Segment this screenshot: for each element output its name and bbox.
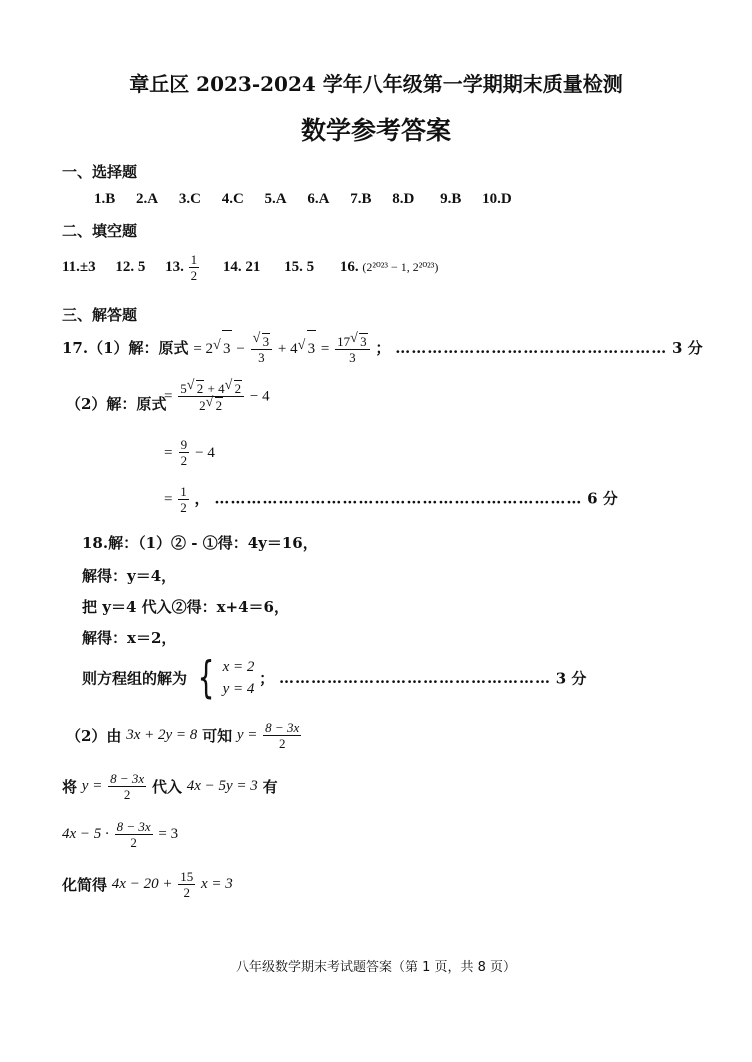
q18-line1: 18.解：（1）② - ①得：4y＝16， <box>82 534 318 552</box>
q18-sub-lhs: y = <box>81 778 103 794</box>
q18-p2-eq: 3x + 2y = 8 <box>126 727 198 743</box>
q18-sub-prefix: 将 <box>62 778 78 796</box>
answer-16-value: (2²⁰²³ − 1, 2²⁰²³) <box>362 260 439 274</box>
q17-2-step2-tail: − 4 <box>195 445 215 461</box>
q17-1-ans-den: 3 <box>349 350 356 365</box>
q18-eq-lhs: 4x − 5 · <box>62 826 109 842</box>
answer-1: 1.B <box>94 191 116 207</box>
answer-13-label: 13. <box>165 259 184 275</box>
page-title: 章丘区 2023-2024 学年八年级第一学期期末质量检测 <box>129 72 623 96</box>
q17-1-expr-b: + 4 <box>277 341 298 357</box>
q18-line4: 解得：x＝2， <box>82 629 177 647</box>
q17-1-answer-fraction <box>335 333 370 365</box>
q18-line5-score: 3 分 <box>555 669 587 688</box>
q18-eq-rhs: = 3 <box>158 826 179 842</box>
q18-sub-line <box>62 771 278 802</box>
q17-2-step3-num: 1 <box>180 484 187 499</box>
q17-1-expr-b-radical: √ 3 <box>307 330 317 367</box>
answer-7: 7.B <box>350 191 372 207</box>
equals-sign: = <box>164 388 173 405</box>
q18-p2-lhs: y = <box>236 727 258 743</box>
q17-2-num-a: 5 <box>180 381 187 396</box>
q18-p2-mid: 可知 <box>202 727 233 745</box>
answer-5: 5.A <box>264 191 287 207</box>
q18-line3: 把 y＝4 代入②得：x+4＝6， <box>82 598 289 616</box>
q17-2-den-radical: √ 2 <box>215 397 224 413</box>
answer-2: 2.A <box>136 191 159 207</box>
q17-1-frac-num-radical: √ 3 <box>262 333 271 349</box>
q17-2-step3 <box>164 484 618 515</box>
page-subtitle: 数学参考答案 <box>300 116 451 145</box>
fraction-denominator: 2 <box>190 268 198 284</box>
q17-1-ans-coef: 17 <box>337 334 351 349</box>
section-heading-fill: 二、填空题 <box>62 222 138 240</box>
q18-p2-prefix: （2）由 <box>66 727 122 745</box>
q18-line2: 解得：y＝4， <box>82 567 177 585</box>
q17-2-num-a-radical: √ 2 <box>196 380 205 396</box>
q17-1-expr-a: = 2 <box>193 341 214 357</box>
q18-part2-line <box>66 720 302 751</box>
q18-sys-2: y = 4 <box>222 681 255 697</box>
answer-13-fraction <box>189 252 200 283</box>
answer-12: 12. 5 <box>115 259 146 275</box>
fill-answers <box>62 250 438 284</box>
q17-2-num-b-radical: √ 2 <box>234 380 243 396</box>
q18-simp-num: 15 <box>180 869 194 884</box>
q17-1-prefix: 17.（1）解：原式 <box>62 339 189 357</box>
q17-2-den: 2 <box>199 398 206 413</box>
answer-10: 10.D <box>482 191 512 207</box>
q17-2-step2-den: 2 <box>180 453 188 468</box>
q18-eq-line <box>62 819 178 850</box>
section-heading-solve: 三、解答题 <box>62 306 138 324</box>
q18-sub-den: 2 <box>123 787 131 802</box>
page-footer: 八年级数学期末考试题答案（第 1 页，共 8 页） <box>235 960 517 975</box>
equals-sign: = <box>164 491 173 508</box>
answer-8: 8.D <box>392 191 415 207</box>
answer-15: 15. 5 <box>284 259 315 275</box>
q17-2-step2 <box>164 437 215 468</box>
q18-line5 <box>82 652 587 703</box>
q18-p2-fraction <box>263 720 301 751</box>
q18-sub-eq: 4x − 5y = 3 <box>186 778 258 794</box>
answer-14: 14. 21 <box>222 259 261 275</box>
q18-system <box>223 656 255 700</box>
q18-simp-fraction <box>178 869 195 900</box>
q18-sub-tail: 有 <box>262 778 278 796</box>
q17-2-score: 6 分 <box>587 489 618 508</box>
q17-1-fraction <box>251 333 273 365</box>
q17-2-step3-sep: ， <box>194 489 210 508</box>
q17-1-ans-radical: √ 3 <box>359 333 368 349</box>
q17-2-num-b: + 4 <box>207 381 225 396</box>
q18-eq-den: 2 <box>130 835 137 850</box>
q18-sub-fraction <box>108 771 146 802</box>
answer-4: 4.C <box>221 191 244 207</box>
equals-sign: = <box>164 445 173 461</box>
q18-line5-dots: …………………………………………… <box>278 669 551 687</box>
q18-line5-sep: ； <box>259 669 275 688</box>
q17-1-sep: ； <box>375 339 391 357</box>
q17-2-step2-fraction <box>179 437 190 468</box>
answer-3: 3.C <box>178 191 201 207</box>
q18-eq-num: 8 − 3x <box>116 819 151 834</box>
q18-p2-num: 8 − 3x <box>265 720 300 735</box>
q18-line5-label: 则方程组的解为 <box>82 669 188 688</box>
q18-simp-prefix: 化简得 <box>62 876 108 894</box>
q17-1-score: 3 分 <box>671 339 703 357</box>
brace-icon: { <box>197 652 215 703</box>
q17-2-tail: − 4 <box>249 388 270 405</box>
choice-answers <box>94 191 512 208</box>
q17-2-fraction <box>178 380 244 413</box>
q17-1-eq: = <box>320 341 330 357</box>
q17-part1 <box>62 330 703 367</box>
answer-16-label: 16. <box>339 259 359 275</box>
q17-2-prefix: （2）解：原式 <box>66 395 167 413</box>
q17-1-dots: …………………………………………… <box>395 339 668 357</box>
q18-sub-num: 8 − 3x <box>110 771 145 786</box>
q17-2-dots: …………………………………………………………… <box>214 489 583 508</box>
answer-9: 9.B <box>440 191 462 207</box>
q18-simp-rhs: x = 3 <box>201 876 233 892</box>
q18-sub-mid: 代入 <box>151 778 182 796</box>
answer-6: 6.A <box>307 191 330 207</box>
minus-sign: − <box>236 341 245 357</box>
q18-simp-den: 2 <box>183 885 190 900</box>
q17-2-step2-num: 9 <box>180 437 188 452</box>
q18-sys-1: x = 2 <box>222 659 255 675</box>
q17-1-expr-a-radical: √ 3 <box>222 330 232 367</box>
q17-2-step3-den: 2 <box>180 500 187 515</box>
q18-eq-fraction <box>115 819 153 850</box>
q17-1-frac-den: 3 <box>258 350 265 365</box>
section-heading-choice: 一、选择题 <box>62 163 138 181</box>
q18-p2-den: 2 <box>278 736 286 751</box>
q17-2-step3-fraction <box>178 484 189 515</box>
q18-simp-lhs: 4x − 20 + <box>111 876 173 892</box>
q17-2-expr <box>164 380 270 413</box>
fraction-numerator: 1 <box>190 252 198 268</box>
q18-simp-line <box>62 869 233 900</box>
answer-11: 11.±3 <box>62 259 96 275</box>
